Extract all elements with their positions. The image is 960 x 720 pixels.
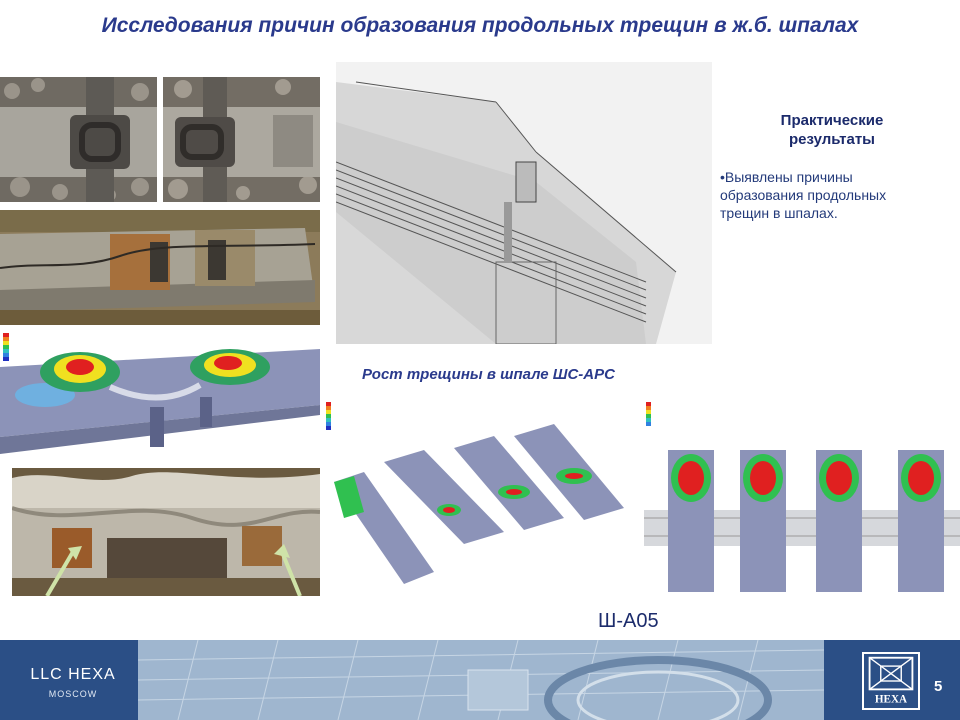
footer-bar	[0, 640, 960, 720]
broken-sleeper-photo	[12, 468, 320, 596]
crack-growth-fe-sequence	[324, 392, 642, 598]
rail-fastening-photo-2	[163, 77, 320, 202]
company-city: MOSCOW	[48, 689, 98, 699]
slide-title: Исследования причин образования продольных трещин в ж.б. шпалах	[101, 14, 859, 37]
sleeper-array-fe-model	[644, 394, 960, 592]
footer-mesh-graphic	[138, 640, 824, 720]
crack-growth-caption: Рост трещины в шпале ШС-АРС	[362, 366, 615, 383]
hexa-logo	[862, 652, 920, 710]
model-code-caption: Ш-А05	[598, 610, 659, 632]
sleeper-stress-plot	[0, 327, 320, 454]
cracked-sleeper-photo	[0, 210, 320, 325]
company-name: LLC HEXA	[30, 666, 116, 683]
results-bullet: •Выявлены причины образования продольных трещин в шпалах.	[720, 169, 887, 221]
logo-text: HEXA	[874, 693, 908, 706]
transparent-3d-model	[336, 62, 712, 344]
page-number: 5	[934, 678, 943, 695]
results-heading: Практические результаты	[780, 112, 884, 148]
rail-fastening-photo-1	[0, 77, 157, 202]
